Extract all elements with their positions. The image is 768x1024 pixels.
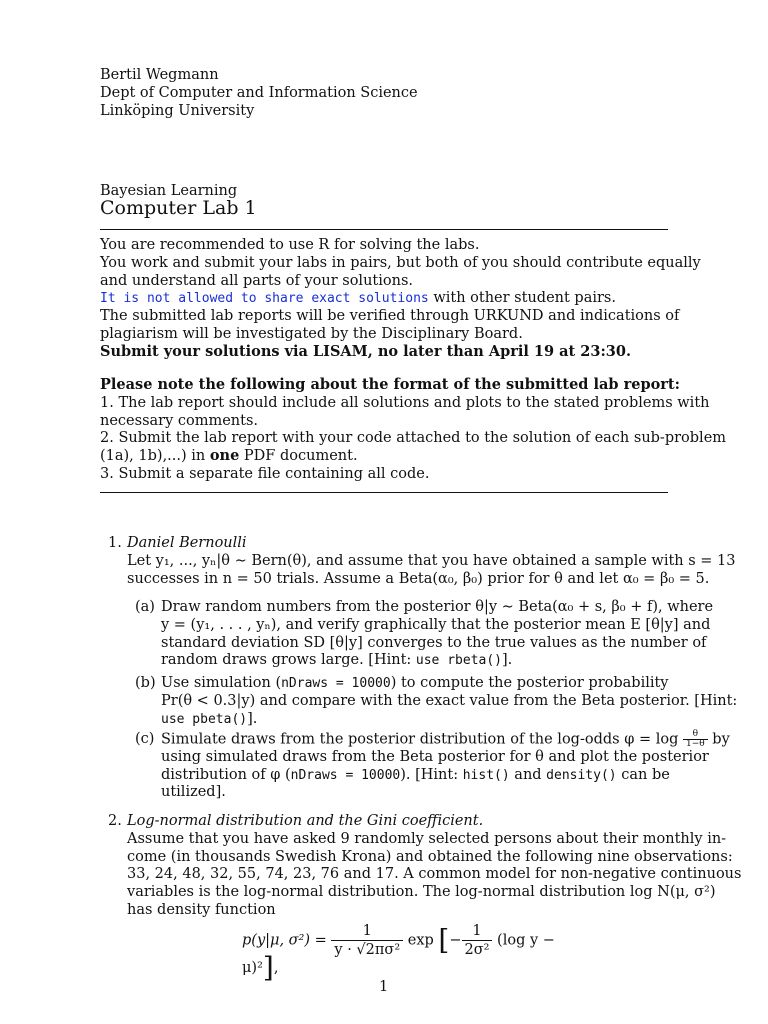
university: Linköping University: [100, 103, 255, 119]
problem-title: Daniel Bernoulli: [127, 535, 247, 551]
problem-number: 1.: [108, 535, 122, 551]
note-line: 1. The lab report should include all solutions and plots to the stated problems with: [100, 394, 710, 411]
top-rule: [100, 229, 668, 230]
page-number: 1: [379, 979, 389, 995]
intro-line: It is not allowed to share exact solutions with other student pairs.: [100, 290, 616, 307]
subproblem-label: (c): [135, 731, 155, 747]
notes-heading: Please note the following about the format of the submitted lab report:: [100, 376, 680, 393]
note-line: (1a), 1b),...) in one PDF document.: [100, 447, 358, 465]
page-title: Computer Lab 1: [100, 197, 257, 219]
problem-text: Let y₁, ..., yₙ|θ ∼ Bern(θ), and assume that you have obtained a sample with s = 13: [127, 552, 736, 569]
deadline-line: Submit your solutions via LISAM, no later than April 19 at 23:30.: [100, 342, 632, 360]
note-line: 2. Submit the lab report with your code attached to the solution of each sub-problem: [100, 430, 727, 447]
intro-line: The submitted lab reports will be verified through URKUND and indications of: [100, 308, 680, 325]
intro-block: [100, 236, 701, 361]
subproblem-label: (a): [135, 599, 155, 615]
intro-line: plagiarism will be investigated by the Disciplinary Board.: [100, 325, 523, 342]
intro-line: and understand all parts of your solutions.: [100, 272, 413, 289]
intro-line: You are recommended to use R for solving the labs.: [100, 237, 480, 253]
author-name: Bertil Wegmann: [100, 67, 219, 83]
document-page: Bertil Wegmann Dept of Computer and Information Science Linköping University Bayesian Learning Computer Lab 1 You are recommended to use R for solving the labs. You work and submit your labs in pairs, but both of you should contribute equally and understand all parts of your solutions. It is not allowed to share exact solutions with other student pairs. The submitted lab reports will be verified through URKUND and indications of plagiarism will be investigated by the Disciplinary Board. Submit your solutions via LISAM, no later than April 19 at 23:30. Please note the following about the format of the submitted lab report: 1. The lab report should include all solutions and plots to the stated problems with necessary comments. 2. Submit the lab report with your code attached to the solution of each sub-problem (1a), 1b),...) in one PDF document. 3. Submit a separate file containing all code. 1. Daniel Bernoulli Let y₁, ..., yₙ|θ ∼ Bern(θ), and assume that you have obtained a sample with s = 13 successes in n = 50 trials. Assume a Beta(α₀, β₀) prior for θ and let α₀ = β₀ = 5. (a) Draw random numbers from the posterior θ|y ∼ Beta(α₀ + s, β₀ + f), where y = (y₁, . . . , yₙ), and verify graphically that the posterior mean E [θ|y] and standard deviation SD [θ|y] converges to the true values as the number of random draws grows large. [Hint: use rbeta()]. (b) Use simulation (nDraws = 10000) to compute the posterior probability Pr(θ < 0.3|y) and compare with the exact value from the Beta posterior. [Hint: use pbeta()]. (c) Simulate draws from the posterior distribution of the log-odds φ = log $\frac{\theta}{1-\theta}$ by using simulated draws from the Beta posterior for θ and plot the posterior distribution of φ (nDraws = 10000). [Hint: hist() and density() can be utilized]. 2. Log-normal distribution and the Gini coefficient. Assume that you have asked 9 randomly selected persons about their monthly in- come (in thousands Swedish Krona) and obtained the following nine observations: 33, 24, 48, 32, 55, 74, 23, 76 and 17. A common model for non-negative continuous variables is the log-normal distribution. The log-normal distribution log N(μ, σ²) has density function p(y|μ, σ²) = $\frac{1}{\text{y · √2πσ²}}$ exp [− $\frac{1}{\text{2σ²}}$ (log y − μ)²], 1: [100, 67, 742, 995]
note-line: necessary comments.: [100, 412, 259, 429]
intro-line: You work and submit your labs in pairs, but both of you should contribute equally: [100, 254, 701, 271]
no-sharing-warning: It is not allowed to share exact solutions: [100, 291, 429, 307]
problem-title: Log-normal distribution and the Gini coefficient.: [127, 813, 484, 829]
density-formula: p(y|μ, σ²) = $\frac{1}{\text{y · √2πσ²}}$ exp [− $\frac{1}{\text{2σ²}}$ (log y − μ)²],: [242, 923, 555, 984]
bottom-rule: [100, 492, 668, 493]
subproblem-label: (b): [135, 675, 156, 691]
author-block: [100, 66, 660, 120]
note-line: 3. Submit a separate file containing all code.: [100, 465, 430, 482]
format-notes: [100, 376, 727, 483]
department: Dept of Computer and Information Science: [100, 85, 418, 101]
course-name: Bayesian Learning: [100, 183, 238, 199]
problem-number: 2.: [108, 813, 122, 829]
problem-text: successes in n = 50 trials. Assume a Beta(α₀, β₀) prior for θ and let α₀ = β₀ = 5.: [127, 570, 710, 587]
